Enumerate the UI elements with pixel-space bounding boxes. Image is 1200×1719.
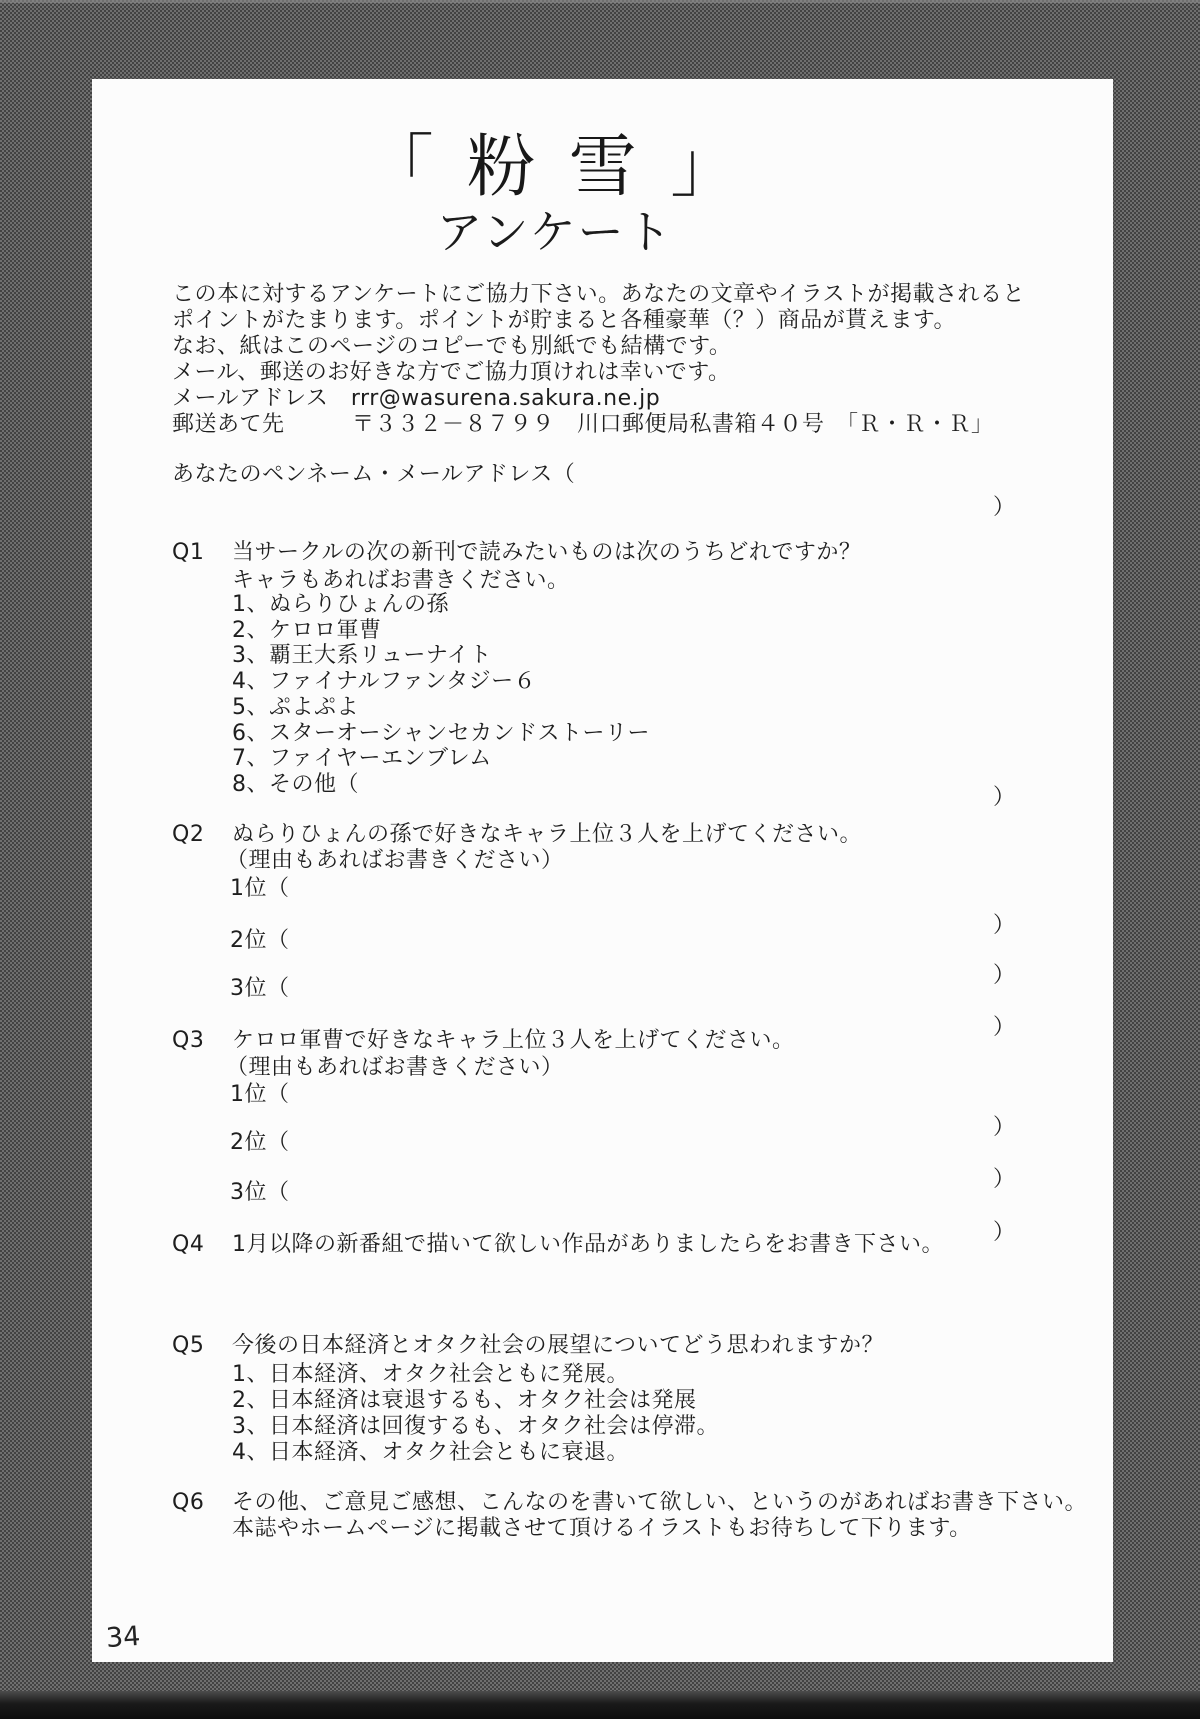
- q1-option-4: 4、ファイナルファンタジー６: [232, 669, 537, 695]
- pen-name-field-label: あなたのペンネーム・メールアドレス（: [172, 462, 576, 487]
- q1-other-close-paren: ）: [993, 785, 1016, 810]
- postal-address-line: 郵送あて先 〒３３２－８７９９ 川口郵便局私書箱４０号 「Ｒ・Ｒ・Ｒ」: [172, 412, 994, 437]
- pen-name-close-paren: ）: [993, 495, 1016, 520]
- q3-rank-1: 1位（: [230, 1082, 290, 1107]
- q2-heading: ぬらりひょんの孫で好きなキャラ上位３人を上げてください。: [232, 822, 863, 847]
- q5-option-list: [232, 1362, 719, 1466]
- q3-rank-1-close-paren: ）: [993, 1115, 1016, 1140]
- q1-label: Q1: [172, 540, 205, 565]
- scan-edge-artifact: [0, 0, 1200, 3]
- q4-heading: 1月以降の新番組で描いて欲しい作品がありましたらをお書き下さい。: [232, 1232, 944, 1257]
- page-number: 34: [104, 1620, 142, 1655]
- q1-subheading: キャラもあればお書きください。: [232, 568, 570, 593]
- q3-rank-2-close-paren: ）: [993, 1167, 1016, 1192]
- q2-label: Q2: [172, 822, 205, 847]
- q5-option-4: 4、日本経済、オタク社会ともに衰退。: [232, 1440, 629, 1465]
- q3-rank-3: 3位（: [230, 1180, 290, 1205]
- q6-label: Q6: [172, 1490, 205, 1515]
- q1-option-8: 8、その他（: [232, 771, 359, 797]
- q2-rank-3-close-paren: ）: [993, 1015, 1016, 1040]
- q1-option-5: 5、ぷよぷよ: [232, 694, 359, 720]
- q5-option-3: 3、日本経済は回復するも、オタク社会は停滞。: [232, 1414, 719, 1439]
- q1-option-6: 6、スターオーシャンセカンドストーリー: [232, 720, 650, 746]
- q2-rank-2-close-paren: ）: [993, 963, 1016, 988]
- q2-rank-1-close-paren: ）: [993, 913, 1016, 938]
- scan-bottom-edge: [0, 1691, 1200, 1719]
- q1-option-7: 7、ファイヤーエンブレム: [232, 746, 492, 772]
- q6-heading-line-2: 本誌やホームページに掲載させて頂けるイラストもお待ちして下ります。: [232, 1516, 972, 1541]
- q3-label: Q3: [172, 1028, 205, 1053]
- book-title: 「 粉 雪 」: [365, 128, 745, 207]
- intro-line-2: ポイントがたまります。ポイントが貯まると各種豪華（？）商品が貰えます。: [172, 308, 956, 333]
- q2-rank-2: 2位（: [230, 928, 290, 953]
- intro-line-3: なお、紙はこのページのコピーでも別紙でも結構です。: [172, 334, 732, 359]
- intro-line-4: メール、郵送のお好きな方でご協力頂けれは幸いです。: [172, 360, 731, 385]
- questionnaire-sheet: [92, 79, 1113, 1662]
- q1-option-2: 2、ケロロ軍曹: [232, 617, 382, 643]
- intro-line-1: この本に対するアンケートにご協力下さい。あなたの文章やイラストが掲載されると: [172, 282, 1026, 307]
- intro-paragraph: [172, 282, 1025, 438]
- q1-heading: 当サークルの次の新刊で読みたいものは次のうちどれですか？: [232, 540, 862, 565]
- q5-option-1: 1、日本経済、オタク社会ともに発展。: [232, 1362, 629, 1387]
- q2-rank-1: 1位（: [230, 876, 290, 901]
- questionnaire-heading: アンケート: [436, 205, 674, 259]
- q1-option-list: [232, 592, 650, 798]
- q1-option-3: 3、覇王大系リューナイト: [232, 643, 492, 669]
- q2-note: （理由もあればお書きください）: [226, 848, 564, 873]
- q3-rank-3-close-paren: ）: [993, 1220, 1016, 1245]
- q2-rank-3: 3位（: [230, 976, 290, 1001]
- q4-label: Q4: [172, 1232, 205, 1257]
- q3-note: （理由もあればお書きください）: [226, 1055, 564, 1080]
- q5-option-2: 2、日本経済は衰退するも、オタク社会は発展: [232, 1388, 697, 1413]
- q5-label: Q5: [172, 1333, 205, 1358]
- q6-heading: その他、ご意見ご感想、こんなのを書いて欲しい、というのがあればお書き下さい。: [232, 1490, 1088, 1515]
- q3-rank-2: 2位（: [230, 1130, 290, 1155]
- q5-heading: 今後の日本経済とオタク社会の展望についてどう思われますか？: [232, 1333, 885, 1358]
- q1-option-1: 1、ぬらりひょんの孫: [232, 592, 449, 617]
- email-address-line: メールアドレス rrr@wasurena.sakura.ne.jp: [172, 386, 661, 411]
- q3-heading: ケロロ軍曹で好きなキャラ上位３人を上げてください。: [232, 1028, 795, 1053]
